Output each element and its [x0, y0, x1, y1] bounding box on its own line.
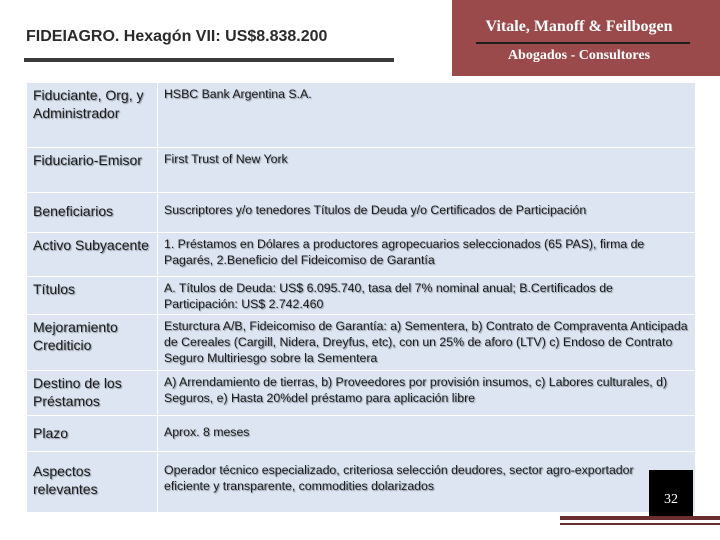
row-value-aspectos: Operador técnico especializado, criteriosa selección deudores, sector agro-exportador eficiente y transparente, commodities dolarizados [158, 451, 696, 513]
footer-rule [560, 516, 720, 520]
row-value-destino: A) Arrendamiento de tierras, b) Proveedores por provisión insumos, c) Labores culturales, d) Seguros, e) Hasta 20%del préstamo para aplicación libre [158, 370, 696, 415]
row-label-activo: Activo Subyacente [27, 232, 158, 276]
firm-divider [476, 42, 690, 44]
table-row [27, 192, 695, 232]
row-label-mejoramiento: Mejoramiento Crediticio [27, 314, 158, 370]
row-value-fiduciante: HSBC Bank Argentina S.A. [158, 83, 696, 147]
firm-subtitle: Abogados - Consultores [507, 48, 651, 63]
row-label-aspectos: Aspectos relevantes [27, 451, 158, 513]
table-row [27, 83, 695, 147]
row-label-fiduciante: Fiduciante, Org, y Administrador [27, 83, 158, 147]
firm-name: Vitale, Manoff & Feilbogen [485, 18, 673, 35]
table-row [27, 314, 695, 370]
page-number: 32 [664, 492, 678, 507]
slide-title: FIDEIAGRO. Hexagón VII: US$8.838.200 [26, 28, 328, 45]
table-row [27, 370, 695, 415]
row-value-fiduciario: First Trust of New York [158, 147, 696, 192]
table-row [27, 232, 695, 276]
table-row [27, 415, 695, 451]
row-value-mejoramiento: Esturctura A/B, Fideicomiso de Garantía: a) Sementera, b) Contrato de Compraventa Anticipada de Cereales (Cargill, Nidera, Dreyfus, etc), con un 25% de aforo (LTV) c) Endoso de Contrato Seguro Multiriesgo sobre la Sementera [158, 314, 696, 370]
table-row [27, 276, 695, 314]
row-label-beneficiarios: Beneficiarios [27, 192, 158, 232]
row-value-activo: 1. Préstamos en Dólares a productores agropecuarios seleccionados (65 PAS), firma de Pagarés, 2.Beneficio del Fideicomiso de Garantía [158, 232, 696, 276]
row-label-fiduciario: Fiduciario-Emisor [27, 147, 158, 192]
footer-rule-thin [560, 523, 720, 525]
firm-header-box [452, 0, 720, 76]
trust-info-table [27, 83, 695, 513]
row-value-plazo: Aprox. 8 meses [158, 415, 696, 451]
row-value-titulos: A. Títulos de Deuda: US$ 6.095.740, tasa del 7% nominal anual; B.Certificados de Participación: US$ 2.742.460 [158, 276, 696, 314]
row-label-titulos: Títulos [27, 276, 158, 314]
row-label-plazo: Plazo [27, 415, 158, 451]
title-underline [24, 58, 394, 62]
table-row [27, 451, 695, 513]
row-label-destino: Destino de los Préstamos [27, 370, 158, 415]
table-row [27, 147, 695, 192]
row-value-beneficiarios: Suscriptores y/o tenedores Títulos de Deuda y/o Certificados de Participación [158, 192, 696, 232]
